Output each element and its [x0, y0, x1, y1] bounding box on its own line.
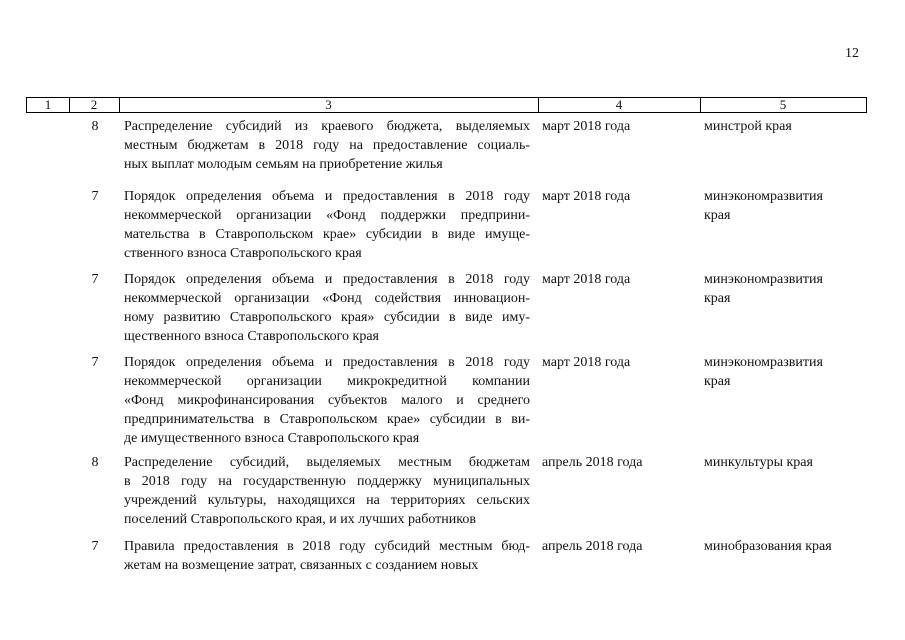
row-deadline: март 2018 года — [542, 355, 631, 370]
description-line: некоммерческой организации микрокредитной компании — [124, 374, 530, 389]
description-line: мательства в Ставропольском крае» субсидии в виде имуще- — [124, 227, 530, 242]
row-deadline: апрель 2018 года — [542, 539, 643, 554]
description-line: Порядок определения объема и предоставления в 2018 году — [124, 189, 530, 204]
description-line: Порядок определения объема и предоставления в 2018 году — [124, 355, 530, 370]
header-col-2: 2 — [69, 98, 120, 112]
responsible-line: минкультуры края — [704, 455, 813, 470]
row-deadline: март 2018 года — [542, 189, 631, 204]
row-deadline: март 2018 года — [542, 272, 631, 287]
row-number: 7 — [91, 355, 99, 370]
row-description — [124, 537, 530, 575]
description-line: в 2018 году на государственную поддержку муниципальных — [124, 474, 530, 489]
row-responsible — [704, 270, 864, 308]
header-col-1: 1 — [27, 98, 70, 112]
row-responsible — [704, 537, 864, 556]
table-header — [26, 97, 867, 113]
row-responsible — [704, 187, 864, 225]
row-number: 7 — [91, 272, 99, 287]
description-line: местным бюджетам в 2018 году на предоставление социаль- — [124, 138, 530, 153]
row-deadline: апрель 2018 года — [542, 455, 643, 470]
description-line: де имущественного взноса Ставропольского края — [124, 431, 420, 446]
row-description — [124, 453, 530, 529]
description-line: Правила предоставления в 2018 году субсидий местным бюд- — [124, 539, 530, 554]
header-col-5: 5 — [779, 97, 787, 112]
responsible-line: минэкономразвития — [704, 355, 823, 370]
responsible-line: края — [704, 208, 731, 223]
description-line: некоммерческой организации «Фонд поддержки предприни- — [124, 208, 530, 223]
description-line: ному развитию Ставропольского края» субсидии в виде иму- — [124, 310, 530, 325]
row-deadline: март 2018 года — [542, 119, 631, 134]
description-line: жетам на возмещение затрат, связанных с созданием новых — [124, 558, 479, 573]
description-line: ных выплат молодым семьям на приобретение жилья — [124, 157, 443, 172]
responsible-line: края — [704, 374, 731, 389]
header-col-3: 3 — [119, 98, 539, 112]
description-line: некоммерческой организации «Фонд содействия инновацион- — [124, 291, 530, 306]
row-number: 7 — [91, 539, 99, 554]
responsible-line: минстрой края — [704, 119, 792, 134]
responsible-line: минэкономразвития — [704, 189, 823, 204]
description-line: щественного взноса Ставропольского края — [124, 329, 379, 344]
description-line: Распределение субсидий из краевого бюджета, выделяемых — [124, 119, 530, 134]
row-number: 7 — [91, 189, 99, 204]
header-col-4: 4 — [538, 98, 701, 112]
responsible-line: края — [704, 291, 731, 306]
description-line: Распределение субсидий, выделяемых местным бюджетам — [124, 455, 530, 470]
row-description — [124, 270, 530, 346]
page-number: 12 — [845, 46, 859, 61]
responsible-line: минэкономразвития — [704, 272, 823, 287]
row-description — [124, 187, 530, 263]
description-line: предпринимательства в Ставропольском крае» субсидии в ви- — [124, 412, 530, 427]
row-description — [124, 353, 530, 448]
description-line: учреждений культуры, находящихся на территориях сельских — [124, 493, 530, 508]
responsible-line: минобразования края — [704, 539, 832, 554]
row-responsible — [704, 353, 864, 391]
row-number: 8 — [91, 455, 99, 470]
description-line: «Фонд микрофинансирования субъектов малого и среднего — [124, 393, 530, 408]
row-number: 8 — [91, 119, 99, 134]
row-responsible — [704, 453, 864, 472]
row-responsible — [704, 117, 864, 136]
description-line: ственного взноса Ставропольского края — [124, 246, 362, 261]
row-description — [124, 117, 530, 174]
description-line: Порядок определения объема и предоставления в 2018 году — [124, 272, 530, 287]
description-line: поселений Ставропольского края, и их лучших работников — [124, 512, 476, 527]
